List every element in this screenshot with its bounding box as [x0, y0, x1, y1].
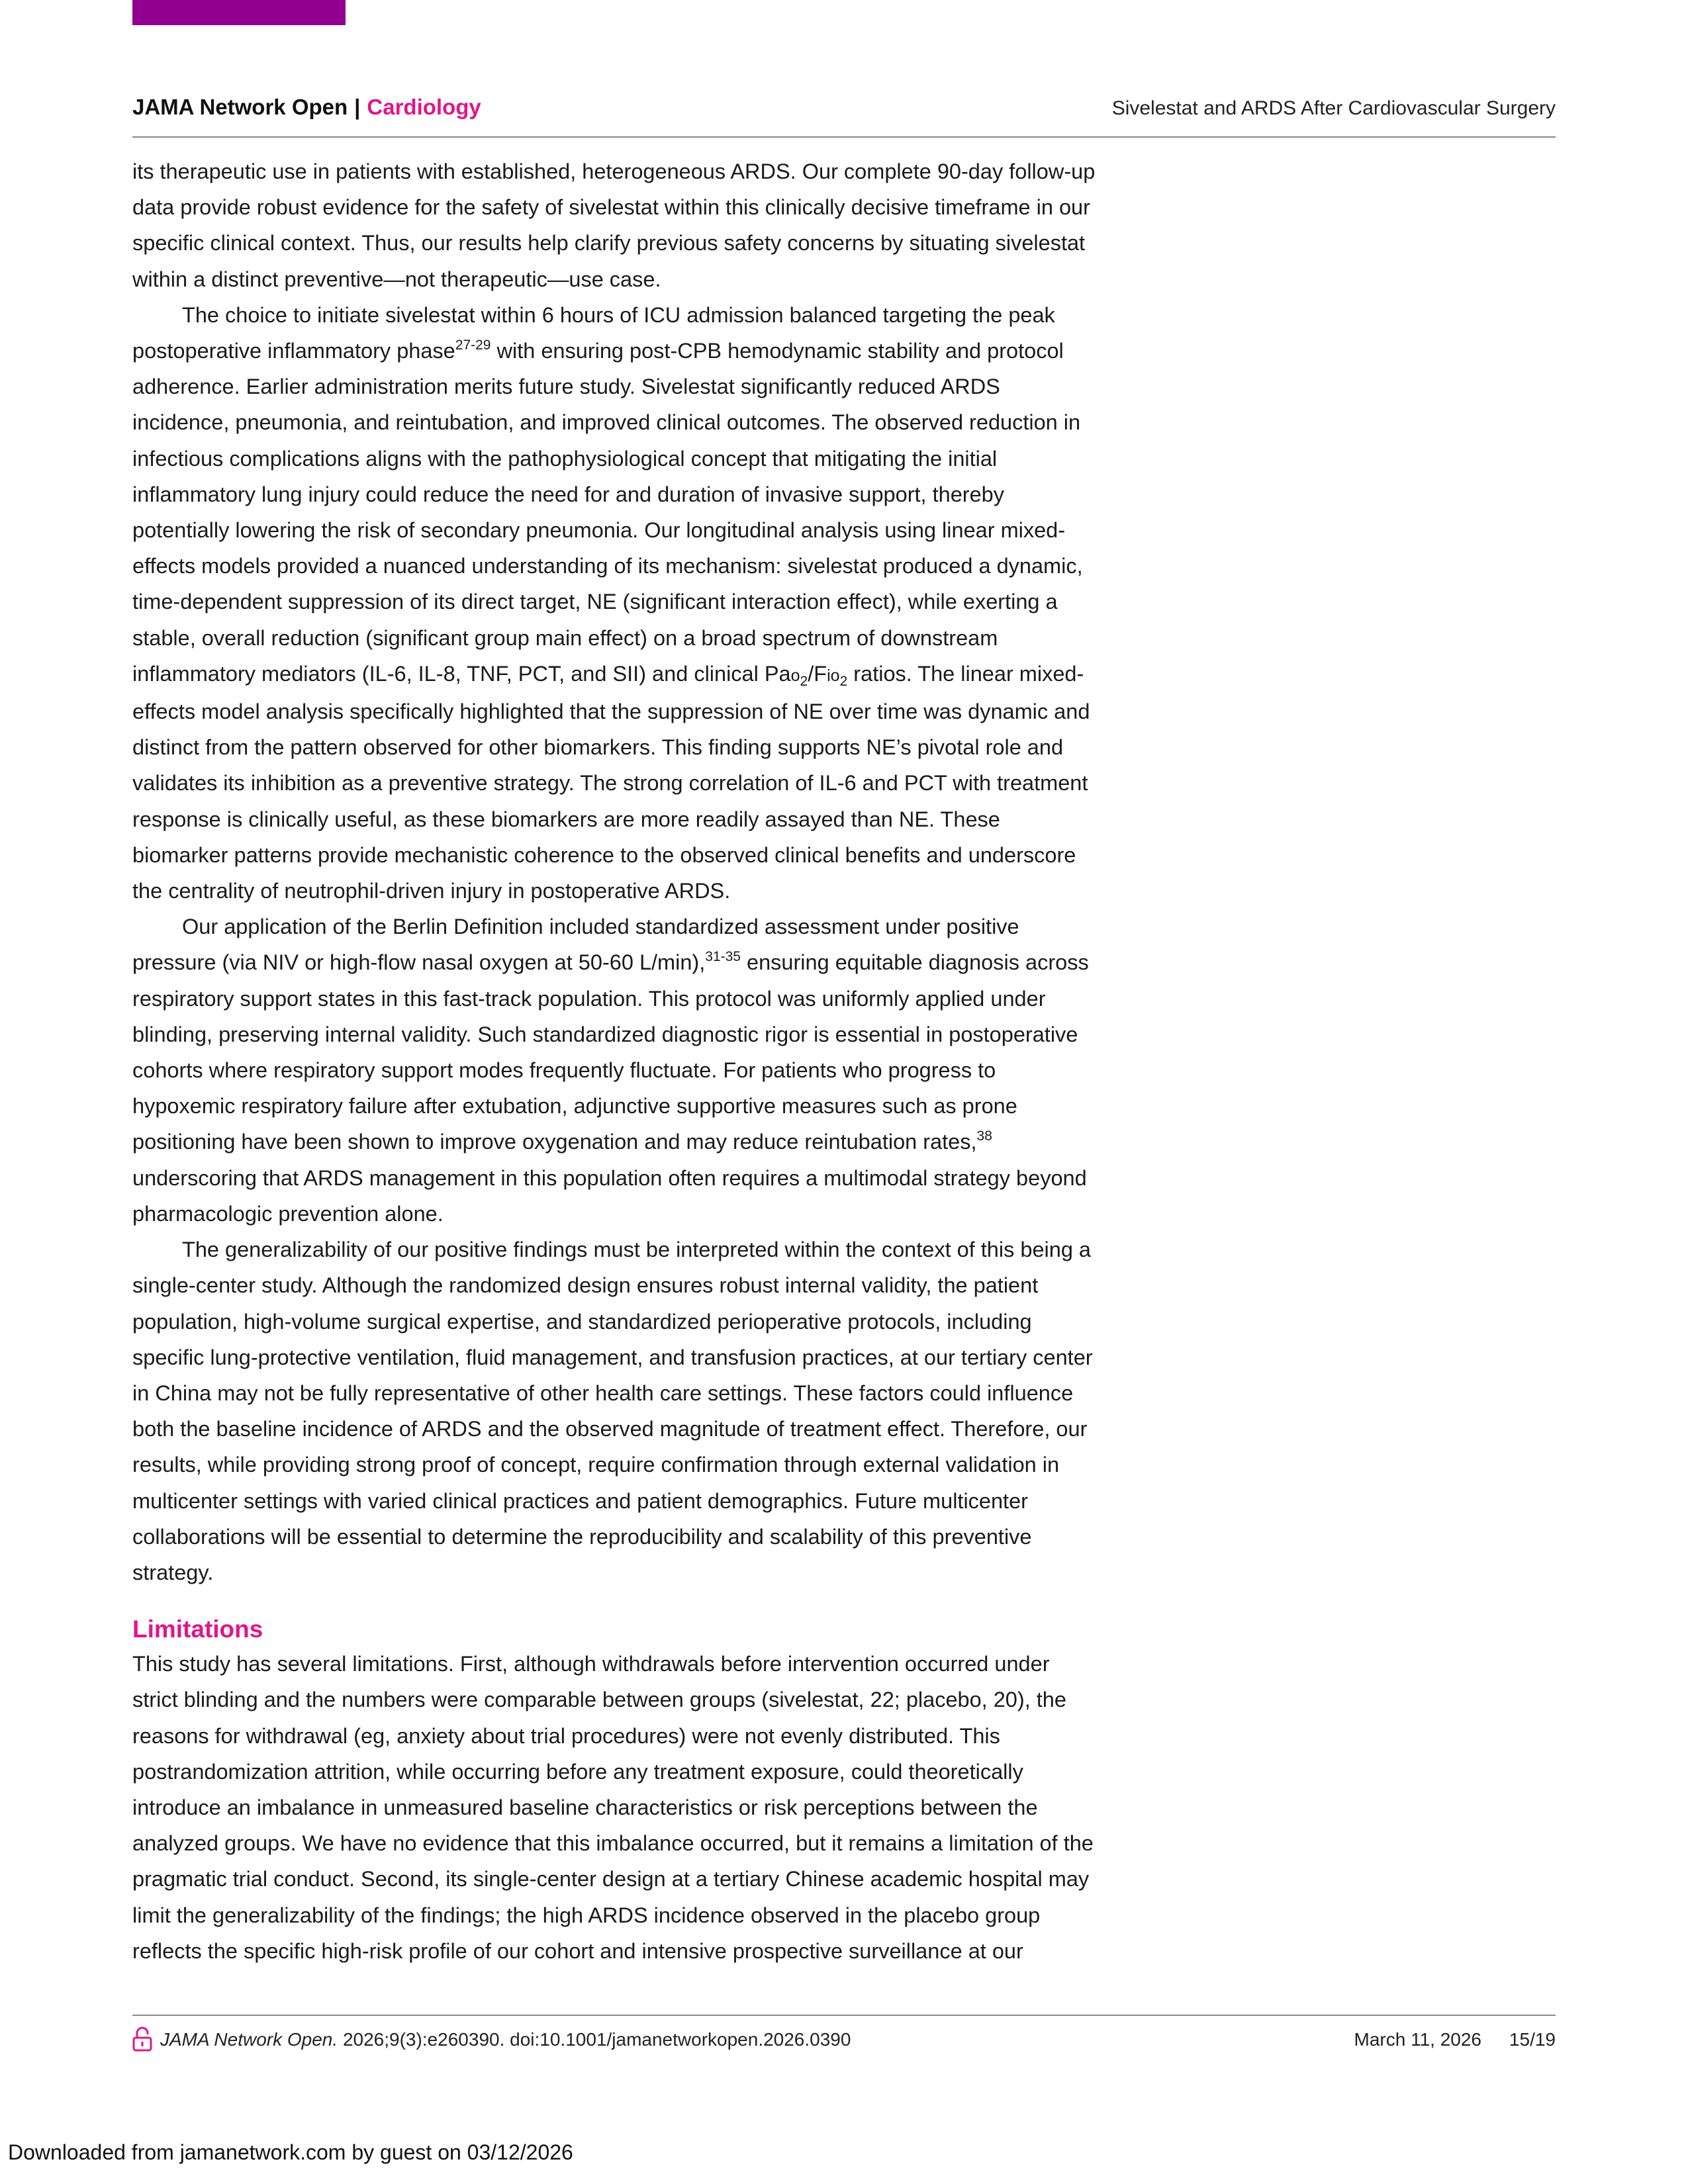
page-footer — [132, 2015, 1556, 2056]
journal-name: JAMA Network Open — [132, 95, 348, 119]
open-lock-icon — [132, 2026, 152, 2052]
section-name: Cardiology — [367, 95, 481, 119]
accent-bar — [132, 0, 346, 25]
reference-citation: 27-29 — [455, 338, 491, 353]
article-body — [132, 154, 1099, 1969]
footer-citation: JAMA Network Open. 2026;9(3):e260390. doi:10.1001/jamanetworkopen.2026.0390 — [160, 2029, 851, 2050]
paragraph-2: The choice to initiate sivelestat within 6 hours of ICU admission balanced targeting the peak postoperative inflammatory phase$^{27-29}$ with ensuring post-CPB hemodynamic stability and protocol adherence. Earlier administration merits future study. Sivelestat significantly reduced ARDS incidence, pneumonia, and reintubation, and improved clinical outcomes. The observed reduction in infectious complications aligns with the pathophysiological concept that mitigating the initial inflammatory lung injury could reduce the need for and duration of invasive support, thereby potentially lowering the risk of secondary pneumonia. Our longitudinal analysis using linear mixed-effects models provided a nuanced understanding of its mechanism: sivelestat produced a dynamic, time-dependent suppression of its direct target, NE (significant interaction effect), while exerting a stable, overall reduction (significant group main effect) on a broad spectrum of downstream inflammatory mediators (IL-6, IL-8, TNF, PCT, and SII) and clinical Pao$_2$/Fio$_2$ ratios. The linear mixed-effects model analysis specifically highlighted that the suppression of NE over time was dynamic and distinct from the pattern observed for other biomarkers. This finding supports NE’s pivotal role and validates its inhibition as a preventive strategy. The strong correlation of IL-6 and PCT with treatment response is clinically useful, as these biomarkers are more readily assayed than NE. These biomarker patterns provide mechanistic coherence to the observed clinical benefits and underscore the centrality of neutrophil-driven injury in postoperative ARDS. — [132, 302, 1090, 903]
running-title: Sivelestat and ARDS After Cardiovascular Surgery — [1111, 97, 1556, 119]
paragraph-3: Our application of the Berlin Definition included standardized assessment under positive pressure (via NIV or high-flow nasal oxygen at 50-60 L/min),$^{31-35}$ ensuring equitable diagnosis across respiratory support states in this fast-track population. This protocol was uniformly applied under blinding, preserving internal validity. Such standardized diagnostic rigor is essential in postoperative cohorts where respiratory support modes frequently fluctuate. For patients who progress to hypoxemic respiratory failure after extubation, adjunctive supportive measures such as prone positioning have been shown to improve oxygenation and may reduce reintubation rates,$^{38}$ underscoring that ARDS management in this population often requires a multimodal strategy beyond pharmacologic prevention alone. — [132, 915, 1089, 1226]
limitations-heading: Limitations — [132, 1615, 263, 1643]
paragraph-1: its therapeutic use in patients with established, heterogeneous ARDS. Our complete 90-day follow-up data provide robust evidence for the safety of sivelestat within this clinically decisive timeframe in our specific clinical context. Thus, our results help clarify previous safety concerns by situating sivelestat within a distinct preventive—not therapeutic—use case. — [132, 159, 1096, 291]
reference-citation: 38 — [976, 1128, 992, 1144]
page-header — [132, 94, 1556, 138]
reference-citation: 31-35 — [705, 949, 741, 965]
journal-label — [132, 94, 481, 120]
page-number: 15/19 — [1509, 2029, 1556, 2050]
paragraph-4: The generalizability of our positive findings must be interpreted within the context of this being a single-center study. Although the randomized design ensures robust internal validity, the patient population, high-volume surgical expertise, and standardized perioperative protocols, including specific lung-protective ventilation, fluid management, and transfusion practices, at our tertiary center in China may not be fully representative of other health care settings. These factors could influence both the baseline incidence of ARDS and the observed magnitude of treatment effect. Therefore, our results, while providing strong proof of concept, require confirmation through external validation in multicenter settings with varied clinical practices and patient demographics. Future multicenter collaborations will be essential to determine the reproducibility and scalability of this preventive strategy. — [132, 1238, 1093, 1584]
paragraph-5: This study has several limitations. First, although withdrawals before intervention occurred under strict blinding and the numbers were comparable between groups (sivelestat, 22; placebo, 20), the reasons for withdrawal (eg, anxiety about trial procedures) were not evenly distributed. This postrandomization attrition, while occurring before any treatment exposure, could theoretically introduce an imbalance in unmeasured baseline characteristics or risk perceptions between the analyzed groups. We have no evidence that this imbalance occurred, but it remains a limitation of the pragmatic trial conduct. Second, its single-center design at a tertiary Chinese academic hospital may limit the generalizability of the findings; the high ARDS incidence observed in the placebo group reflects the specific high-risk profile of our cohort and intensive prospective surveillance at our — [132, 1652, 1094, 1963]
publication-date: March 11, 2026 — [1354, 2029, 1481, 2050]
header-separator: | — [354, 95, 361, 119]
download-note: Downloaded from jamanetwork.com by guest on 03/12/2026 — [8, 2140, 573, 2164]
